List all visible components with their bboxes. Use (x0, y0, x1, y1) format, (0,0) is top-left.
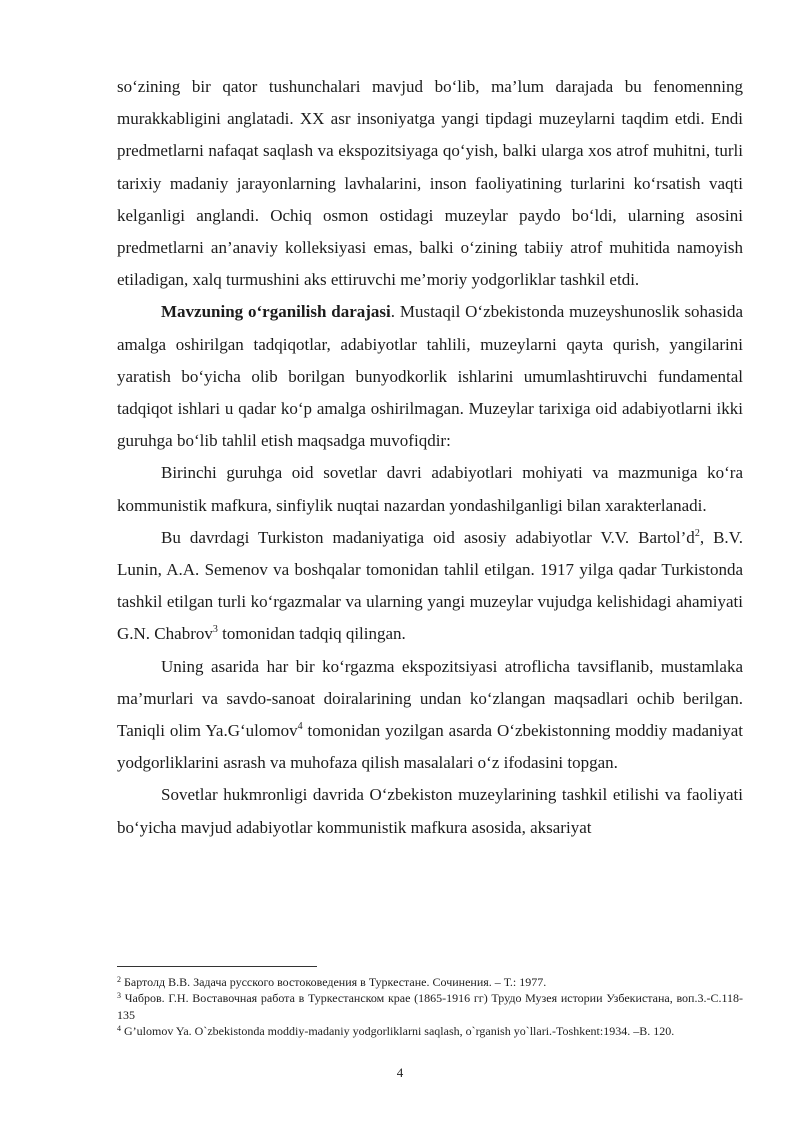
paragraph (117, 522, 743, 651)
body-text (117, 71, 743, 844)
paragraph-text: Uning asarida har bir ko‘rgazma ekspozitsiyasi atroflicha tavsiflanib, mustamlaka ma’murlari va savdo-sanoat doiralarining undan ko‘zlangan maqsadlari ochib berilgan. Taniqli olim Ya.G‘ulomov (117, 656, 743, 741)
paragraph-text: Sovetlar hukmronligi davrida O‘zbekiston muzeylarining tashkil etilishi va faoliyati bo‘yicha mavjud adabiyotlar kommunistik mafkura asosida, aksariyat (117, 785, 743, 837)
page-number: 4 (396, 1065, 404, 1080)
paragraph (117, 296, 743, 457)
paragraph (117, 779, 743, 843)
footnote-text: Чабров. Г.Н. Воставочная работа в Туркестанском крае (1865-1916 гг) Трудо Музея истории Узбекистана, воп.3.-С.118-135 (117, 991, 743, 1022)
paragraph-text: tomonidan yozilgan asarda O‘zbekistonning moddiy madaniyat yodgorliklarini asrash va muhofaza qilish masalalari o‘z ifodasini topgan. (117, 721, 743, 773)
footnote-number: 4 (117, 1024, 121, 1034)
section-heading-inline: Mavzuning o‘rganilish darajasi (161, 302, 391, 322)
paragraph-text: so‘zining bir qator tushunchalari mavjud bo‘lib, ma’lum darajada bu fenomenning murakkabligini anglatadi. XX asr insoniyatga yangi tipdagi muzeylarni taqdim etdi. Endi predmetlarni nafaqat saqlash va ekspozitsiyaga qo‘yish, balki ularga xos atrof muhitni, turli tarixiy madaniy jarayonlarning lavhalarini, inson faoliyatining turlarini ko‘rsatish vaqti kelganligi anglandi. Ochiq osmon ostidagi muzeylar paydo bo‘ldi, ularning asosini predmetlarni an’anaviy kolleksiyasi emas, balki o‘zining tabiiy atrof muhitida namoyish etiladigan, xalq turmushini aks ettiruvchi me’moriy yodgorliklar tashkil etdi. (117, 77, 743, 290)
footnote-ref: 4 (297, 721, 303, 733)
paragraph-text: tomonidan tadqiq qilingan. (217, 624, 406, 644)
paragraph (117, 651, 743, 780)
footnote (117, 974, 743, 990)
footnote-number: 3 (117, 991, 121, 1001)
paragraph-text: Bu davrdagi Turkiston madaniyatiga oid asosiy adabiyotlar V.V. Bartol’d (161, 527, 695, 547)
footnote-number: 2 (117, 975, 121, 984)
paragraph-text: . Mustaqil O‘zbekistonda muzeyshunoslik sohasida amalga oshirilgan tadqiqotlar, adabiyotlar tahlili, muzeylarni qayta qurish, yangilarini yaratish bo‘yicha olib borilgan bunyodkorlik ishlarini umumlashtiruvchi fundamental tadqiqot ishlari u qadar ko‘p amalga oshirilmagan. Muzeylar tarixiga oid adabiyotlarni ikki guruhga bo‘lib tahlil etish maqsadga muvofiqdir: (117, 302, 743, 451)
footnote (117, 1023, 743, 1039)
paragraph-text: Birinchi guruhga oid sovetlar davri adabiyotlari mohiyati va mazmuniga ko‘ra kommunistik mafkura, sinfiylik nuqtai nazardan yondashilganligi bilan xarakterlanadi. (117, 463, 743, 515)
footnote-text: Бартолд В.В. Задача русского востоковедения в Туркестане. Сочинения. – Т.: 1977. (121, 975, 547, 989)
footnote-ref: 3 (212, 624, 218, 636)
footnotes (117, 974, 743, 1040)
paragraph (117, 71, 743, 296)
footnote-ref: 2 (694, 527, 700, 539)
paragraph (117, 457, 743, 521)
footnote (117, 990, 743, 1023)
footnote-text: G’ulomov Ya. O`zbekistonda moddiy-madaniy yodgorliklarni saqlash, o`rganish yo`llari.-Toshkent:1934. –B. 120. (121, 1024, 675, 1039)
footnote-separator (117, 966, 317, 967)
paragraph-text: , B.V. Lunin, A.A. Semenov va boshqalar tomonidan tahlil etilgan. 1917 yilga qadar Turkistonda tashkil etilgan turli ko‘rgazmalar va ularning yangi muzeylar vujudga kelishidagi ahamiyati G.N. Chabrov (117, 527, 743, 644)
